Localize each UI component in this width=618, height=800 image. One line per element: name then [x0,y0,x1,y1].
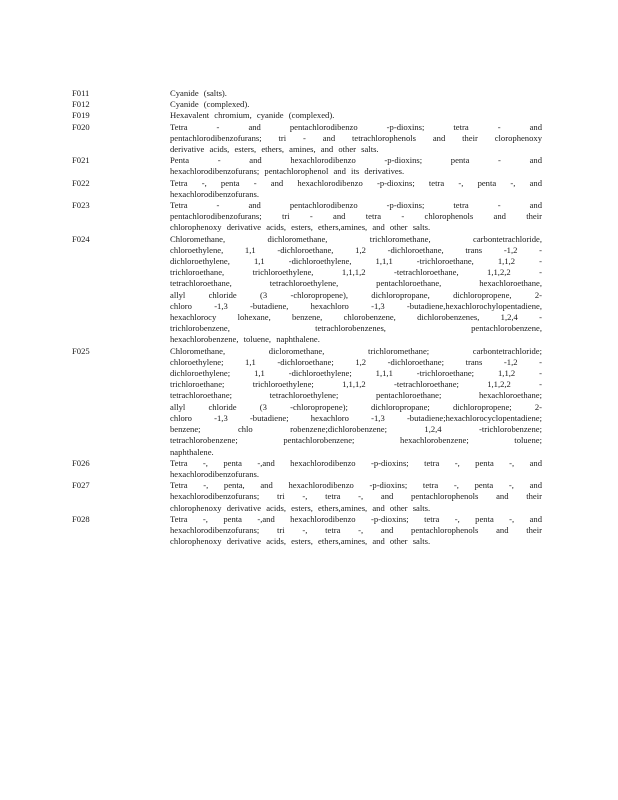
description-line: Tetra - and pentachlorodibenzo -p-dioxins; tetra - and [170,121,542,132]
description-line: hexachlorocy lohexane, benzene, chlorobenzene, dichlorobenzenes, 1,2,4 - [170,312,542,323]
description-line: allyl chloride (3 -chloropropene); dichloropropane; dichloropropene; 2- [170,401,542,412]
description-line: dichloroethylene, 1,1 -dichloroethylene, 1,1,1 -trichloroethane, 1,1,2 - [170,256,542,267]
description-line: dichloroethylene; 1,1 -dichloroethylene; 1,1,1 -trichloroethane; 1,1,2 - [170,368,542,379]
waste-code-entry [72,458,542,480]
waste-code-list [72,88,542,547]
waste-code: F022 [72,177,90,188]
description-line: Chloromethane, dichloromethane, trichloromethane, carbontetrachloride, [170,233,542,244]
waste-code: F021 [72,155,90,166]
description-line: Hexavalent chromium, cyanide (complexed). [170,110,335,121]
waste-code: F020 [72,121,90,132]
description-line: pentachlorodibenzofurans; tri - and tetra - chlorophenols and their [170,211,542,222]
waste-description [170,458,542,480]
description-line: trichlorobenzene, tetrachlorobenzenes, pentachlorobenzene, [170,323,542,334]
description-line: allyl chloride (3 -chloropropene), dichloropropane, dichloropropene, 2- [170,289,542,300]
waste-description [170,514,542,548]
description-line: Tetra -, penta -,and hexachlorodibenzo -p-dioxins; tetra -, penta -, and [170,457,542,468]
waste-code: F012 [72,99,90,110]
description-line: hexachlorodibenzofurans. [170,468,260,479]
waste-description [170,155,542,177]
description-line: hexachlorodibenzofurans. [170,188,260,199]
description-line: trichloroethane, trichloroethylene, 1,1,1,2 -tetrachloroethane, 1,1,2,2 - [170,267,542,278]
waste-code: F019 [72,110,90,121]
waste-description [170,234,542,346]
description-line: pentachlorodibenzofurans; tri - and tetrachlorophenols and their clorophenoxy [170,132,542,143]
waste-code-entry [72,88,542,99]
description-line: Tetra -, penta -,and hexachlorodibenzo -p-dioxins; tetra -, penta -, and [170,513,542,524]
waste-code: F025 [72,345,90,356]
waste-code-entry [72,200,542,234]
description-line: trichloroethane; trichloroethylene; 1,1,1,2 -tetrachloroethane; 1,1,2,2 - [170,379,542,390]
waste-description [170,200,542,234]
description-line: chlorophenoxy derivative acids, esters, ethers,amines, and other salts. [170,502,431,513]
description-line: hexachlorodibenzofurans; pentachlorophenol and its derivatives. [170,166,405,177]
waste-code: F028 [72,513,90,524]
waste-code-entry [72,178,542,200]
description-line: hexachlorodibenzofurans; tri -, tetra -, and pentachlorophenols and their [170,524,542,535]
description-line: tetrachlorobenzene; pentachlorobenzene; hexachlorobenzene; toluene; [170,435,542,446]
waste-description [170,99,542,110]
waste-description [170,178,542,200]
description-line: chloroethylene; 1,1 -dichloroethane; 1,2 -dichloroethane; trans -1,2 - [170,356,542,367]
waste-description [170,122,542,156]
description-line: benzene; chlo robenzene;dichlorobenzene; 1,2,4 -trichlorobenzene; [170,424,542,435]
description-line: naphthalene. [170,446,214,457]
description-line: chloroethylene, 1,1 -dichloroethane, 1,2 -dichloroethane, trans -1,2 - [170,244,542,255]
description-line: chlorophenoxy derivative acids, esters, ethers,amines, and other salts. [170,536,431,547]
description-line: chloro -1,3 -butadiene; hexachloro -1,3 -butadiene;hexachlorocyclopentadiene; [170,412,542,423]
description-line: derivative acids, esters, ethers, amines, and other salts. [170,144,379,155]
description-line: Chloromethane, dicloromethane, trichloromethane; carbontetrachloride; [170,345,542,356]
description-line: tetrachloroethane, tetrachloroethylene, pentachloroethane, hexachloroethane, [170,278,542,289]
description-line: chloro -1,3 -butadiene, hexachloro -1,3 -butadiene,hexachlorochylopentadiene, [170,300,542,311]
waste-code-entry [72,480,542,514]
waste-code-entry [72,346,542,458]
description-line: hexachlorobenzene, toluene, naphthalene. [170,334,320,345]
waste-code-entry [72,122,542,156]
description-line: hexachlorodibenzofurans; tri -, tetra -, and pentachlorophenols and their [170,491,542,502]
description-line: Cyanide (salts). [170,88,227,98]
waste-description [170,346,542,458]
waste-code-entry [72,99,542,110]
waste-description [170,110,542,121]
waste-description [170,480,542,514]
waste-code: F024 [72,233,90,244]
description-line: Tetra - and pentachlorodibenzo -p-dioxins; tetra - and [170,200,542,211]
description-line: Penta - and hexachlorodibenzo -p-dioxins; penta - and [170,155,542,166]
waste-code-entry [72,514,542,548]
waste-description [170,88,542,99]
waste-code: F026 [72,457,90,468]
waste-code: F023 [72,200,90,211]
description-line: Cyanide (complexed). [170,99,250,110]
description-line: tetrachloroethane; tetrachloroethylene; pentachloroethane; hexachloroethane; [170,390,542,401]
description-line: Tetra -, penta, and hexachlorodibenzo -p-dioxins; tetra -, penta -, and [170,480,542,491]
waste-code-entry [72,234,542,346]
waste-code: F011 [72,88,90,98]
description-line: chlorophenoxy derivative acids, esters, ethers,amines, and other salts. [170,222,431,233]
waste-code: F027 [72,480,90,491]
waste-code-entry [72,155,542,177]
description-line: Tetra -, penta - and hexachlorodibenzo -p-dioxins; tetra -, penta -, and [170,177,542,188]
waste-code-entry [72,110,542,121]
